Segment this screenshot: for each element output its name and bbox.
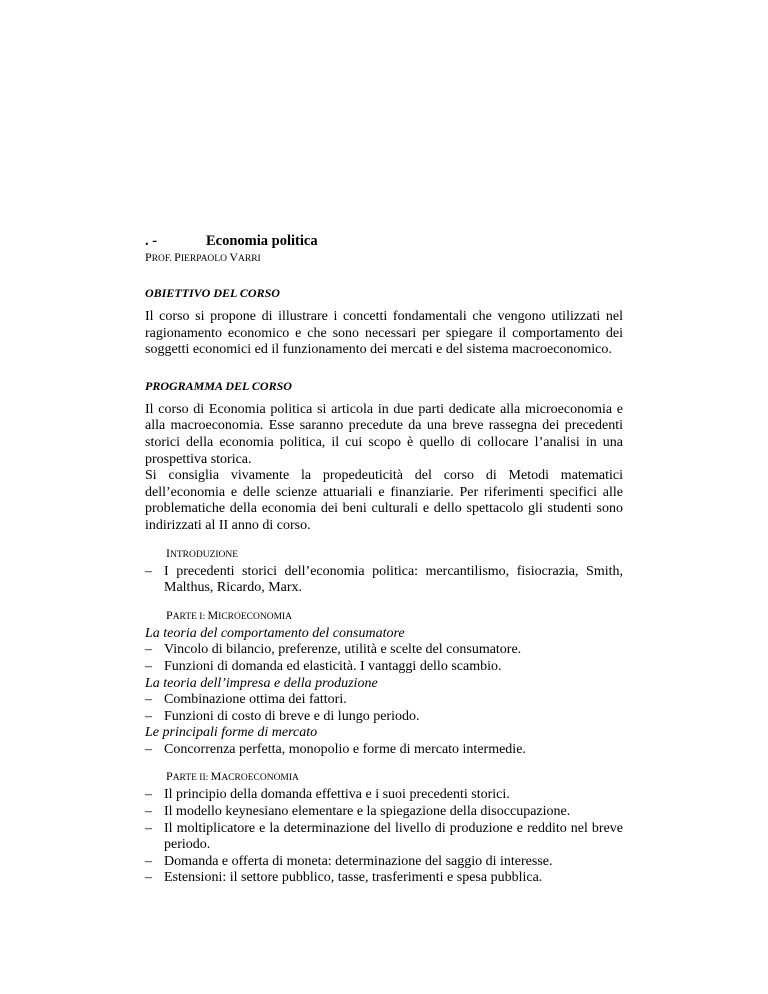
program-paragraph-1: Il corso di Economia politica si articola in due parti dedicate alla microeconomia e alla macroeconomia. Esse saranno precedute da una breve rassegna dei precedenti storici della economia politica, il cui scopo è quello di collocare l’analisi in una prospettiva storica.	[145, 401, 623, 467]
intro-heading: INTRODUZIONE	[166, 545, 239, 560]
course-content	[145, 233, 623, 887]
topic1-list	[145, 642, 623, 675]
course-title: Economia politica	[206, 233, 318, 249]
topic-firm-theory: La teoria dell’impresa e della produzione	[145, 675, 378, 691]
list-item: – Concorrenza perfetta, monopolio e forme di mercato intermedie.	[145, 742, 623, 759]
list-item: – Estensioni: il settore pubblico, tasse, trasferimenti e spesa pubblica.	[145, 870, 623, 887]
list-item: – Combinazione ottima dei fattori.	[145, 692, 623, 709]
program-heading: PROGRAMMA DEL CORSO	[145, 378, 292, 393]
list-item: – Il moltiplicatore e la determinazione del livello di produzione e reddito nel breve periodo.	[145, 821, 623, 854]
topic-market-forms: Le principali forme di mercato	[145, 725, 318, 741]
part1-heading: PARTE I: MICROECONOMIA	[166, 607, 293, 622]
objective-heading: OBIETTIVO DEL CORSO	[145, 286, 280, 300]
topic-consumer-theory: La teoria del comportamento del consumatore	[145, 625, 405, 641]
objective-text: Il corso si propone di illustrare i concetti fondamentali che vengono utilizzati nel ragionamento economico e che sono necessari per spiegare il comportamento dei soggetti economici ed il funzionamento dei mercati e del sistema macroeconomico.	[145, 309, 623, 358]
list-item: – Funzioni di domanda ed elasticità. I vantaggi dello scambio.	[145, 659, 623, 676]
part2-list	[145, 787, 623, 887]
course-header	[145, 233, 623, 250]
intro-list	[145, 564, 623, 597]
course-number: . -	[145, 233, 158, 249]
professor-name: PROF. PIERPAOLO VARRI	[145, 250, 261, 264]
list-item: – Il principio della domanda effettiva e i suoi precedenti storici.	[145, 787, 623, 804]
list-item: – Domanda e offerta di moneta: determinazione del saggio di interesse.	[145, 854, 623, 871]
part2-heading: PARTE II: MACROECONOMIA	[166, 769, 299, 784]
list-item: – Vincolo di bilancio, preferenze, utilità e scelte del consumatore.	[145, 642, 623, 659]
program-paragraph-2: Si consiglia vivamente la propedeuticità del corso di Metodi matematici dell’economia e delle scienze attuariali e finanziarie. Per riferimenti specifici alle problematiche della economia dei beni culturali e dello spettacolo gli studenti sono indirizzati al II anno di corso.	[145, 468, 623, 533]
topic2-list	[145, 692, 623, 725]
list-item: – Il modello keynesiano elementare e la spiegazione della disoccupazione.	[145, 804, 623, 821]
topic3-list	[145, 742, 623, 759]
list-item: – I precedenti storici dell’economia politica: mercantilismo, fisiocrazia, Smith, Malthus, Ricardo, Marx.	[145, 564, 623, 597]
list-item: – Funzioni di costo di breve e di lungo periodo.	[145, 709, 623, 726]
